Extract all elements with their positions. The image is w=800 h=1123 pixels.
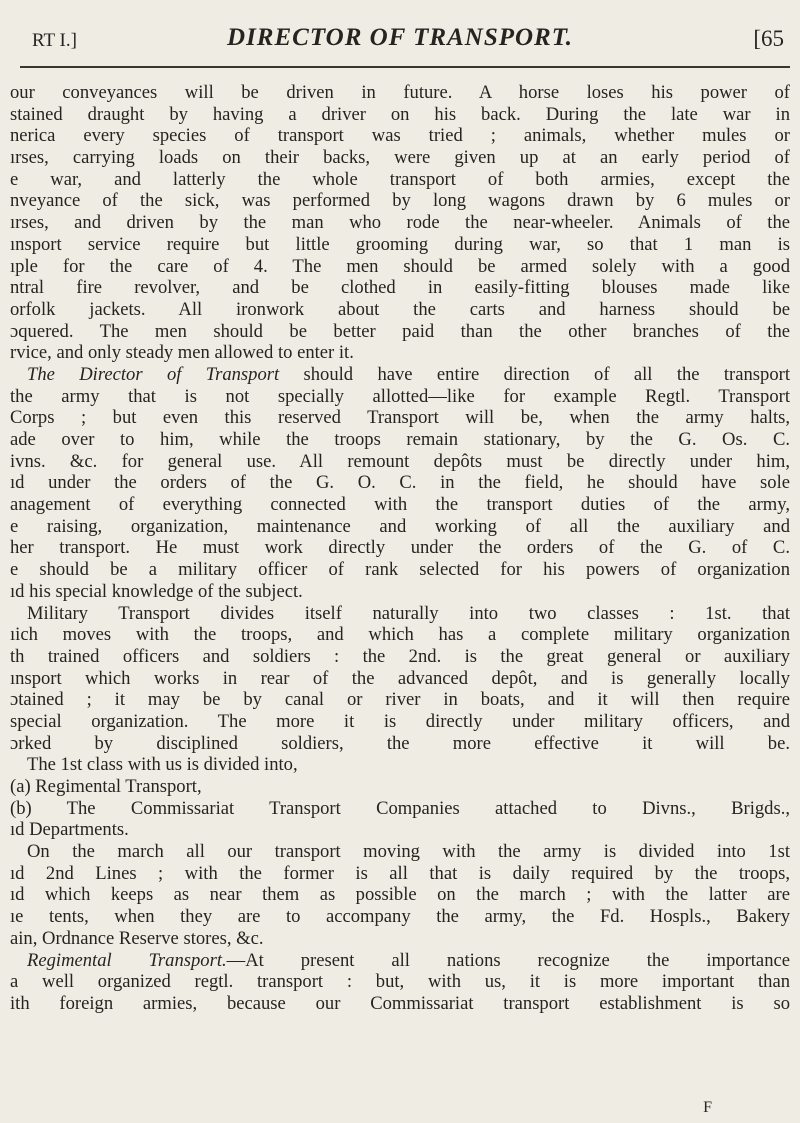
text-line [10, 884, 790, 906]
line-text: (b) The Commissariat Transport Companies attached to Divns., Brigds., [10, 797, 790, 819]
text-line [10, 624, 790, 646]
text-line [10, 451, 790, 473]
text-line [10, 429, 790, 451]
text-line [10, 299, 790, 321]
text-line [10, 993, 790, 1015]
text-line [10, 537, 790, 559]
line-text: ɔtained ; it may be by canal or river in boats, and it will then require [10, 689, 790, 711]
page-number: [65 [753, 26, 784, 51]
line-text: ıd 2nd Lines ; with the former is all that is daily required by the troops, [10, 862, 790, 884]
text-line [10, 494, 790, 516]
text-line [10, 407, 790, 429]
text-line [10, 819, 790, 841]
line-text: ıd his special knowledge of the subject. [10, 580, 303, 602]
text-line [10, 863, 790, 885]
text-line [10, 950, 790, 972]
line-text: e war, and latterly the whole transport of both armies, except the [10, 168, 790, 190]
text-line [10, 733, 790, 755]
line-text: special organization. The more it is directly under military officers, and [10, 710, 790, 732]
line-text: e should be a military officer of rank selected for his powers of organization [10, 559, 790, 581]
line-text: nerica every species of transport was tried ; animals, whether mules or [10, 125, 790, 147]
line-text: stained draught by having a driver on his back. During the late war in [10, 103, 790, 125]
text-line [10, 776, 790, 798]
text-line [10, 559, 790, 581]
line-text: ith foreign armies, because our Commissariat transport establishment is so [10, 992, 790, 1014]
text-line [10, 906, 790, 928]
line-text: On the march all our transport moving with the army is divided into 1st [27, 841, 790, 863]
text-line [10, 472, 790, 494]
text-line [10, 256, 790, 278]
line-text: ain, Ordnance Reserve stores, &c. [10, 927, 264, 949]
line-text: ıd Departments. [10, 819, 129, 841]
line-text: e raising, organization, maintenance and working of all the auxiliary and [10, 515, 790, 537]
text-line [10, 754, 790, 776]
line-text: ivns. &c. for general use. All remount depôts must be directly under him, [10, 450, 790, 472]
line-text: a well organized regtl. transport : but, with us, it is more important than [10, 971, 790, 993]
text-line [10, 364, 790, 386]
line-text: ıd under the orders of the G. O. C. in the field, he should have sole [10, 472, 790, 494]
text-line [10, 321, 790, 343]
italic-heading: Regimental Transport. [27, 949, 227, 971]
line-text: ıich moves with the troops, and which has a complete military organization [10, 624, 790, 646]
text-line [10, 516, 790, 538]
text-line [10, 104, 790, 126]
text-line [10, 711, 790, 733]
line-text: should have entire direction of all the transport [279, 363, 790, 385]
line-text: nveyance of the sick, was performed by long wagons drawn by 6 mules or [10, 190, 790, 212]
line-text: ınsport which works in rear of the advanced depôt, and is generally locally [10, 667, 790, 689]
text-line [10, 277, 790, 299]
line-text: ıd which keeps as near them as possible on the march ; with the latter are [10, 884, 790, 906]
line-text: ıple for the care of 4. The men should be armed solely with a good [10, 255, 790, 277]
line-text: (a) Regimental Transport, [10, 776, 202, 797]
signature-mark: F [703, 1099, 712, 1116]
body-text [10, 82, 790, 1015]
text-line [10, 646, 790, 668]
page-title: DIRECTOR OF TRANSPORT. [227, 24, 573, 51]
text-line [10, 689, 790, 711]
text-line [10, 798, 790, 820]
line-text: Military Transport divides itself naturally into two classes : 1st. that [27, 602, 790, 624]
line-text: —At present all nations recognize the importance [226, 949, 790, 971]
text-line [10, 190, 790, 212]
line-text: Corps ; but even this reserved Transport will be, when the army halts, [10, 407, 790, 429]
line-text: the army that is not specially allotted—like for example Regtl. Transport [10, 385, 790, 407]
line-text: ınsport service require but little grooming during war, so that 1 man is [10, 233, 790, 255]
line-text: ırses, and driven by the man who rode the near-wheeler. Animals of the [10, 212, 790, 234]
text-line [10, 234, 790, 256]
text-line [10, 603, 790, 625]
header-rule [20, 66, 790, 68]
text-line [10, 169, 790, 191]
line-text: orfolk jackets. All ironwork about the carts and harness should be [10, 298, 790, 320]
line-text: ntral fire revolver, and be clothed in easily-fitting blouses made like [10, 277, 790, 299]
text-line [10, 581, 790, 603]
italic-heading: The Director of Transport [27, 363, 280, 385]
line-text: ɔquered. The men should be better paid than the other branches of the [10, 320, 790, 342]
line-text: rvice, and only steady men allowed to enter it. [10, 342, 354, 364]
line-text: our conveyances will be driven in future. A horse loses his power of [10, 82, 790, 103]
text-line [10, 928, 790, 950]
text-line [10, 668, 790, 690]
line-text: her transport. He must work directly under the orders of the G. of C. [10, 537, 790, 559]
text-line [10, 841, 790, 863]
part-label: RT I.] [32, 30, 77, 51]
running-head [0, 22, 790, 58]
text-line [10, 125, 790, 147]
text-line [10, 212, 790, 234]
line-text: ade over to him, while the troops remain stationary, by the G. Os. C. [10, 429, 790, 450]
text-line [10, 147, 790, 169]
line-text: ɔrked by disciplined soldiers, the more effective it will be. [10, 732, 790, 754]
text-line [10, 342, 790, 364]
text-line [10, 386, 790, 408]
line-text: th trained officers and soldiers : the 2nd. is the great general or auxiliary [10, 645, 790, 667]
text-line [10, 82, 790, 104]
line-text: anagement of everything connected with the transport duties of the army, [10, 494, 790, 516]
line-text: The 1st class with us is divided into, [27, 754, 298, 776]
line-text: ırses, carrying loads on their backs, were given up at an early period of [10, 147, 790, 169]
text-line [10, 971, 790, 993]
line-text: ıe tents, when they are to accompany the army, the Fd. Hospls., Bakery [10, 906, 790, 928]
